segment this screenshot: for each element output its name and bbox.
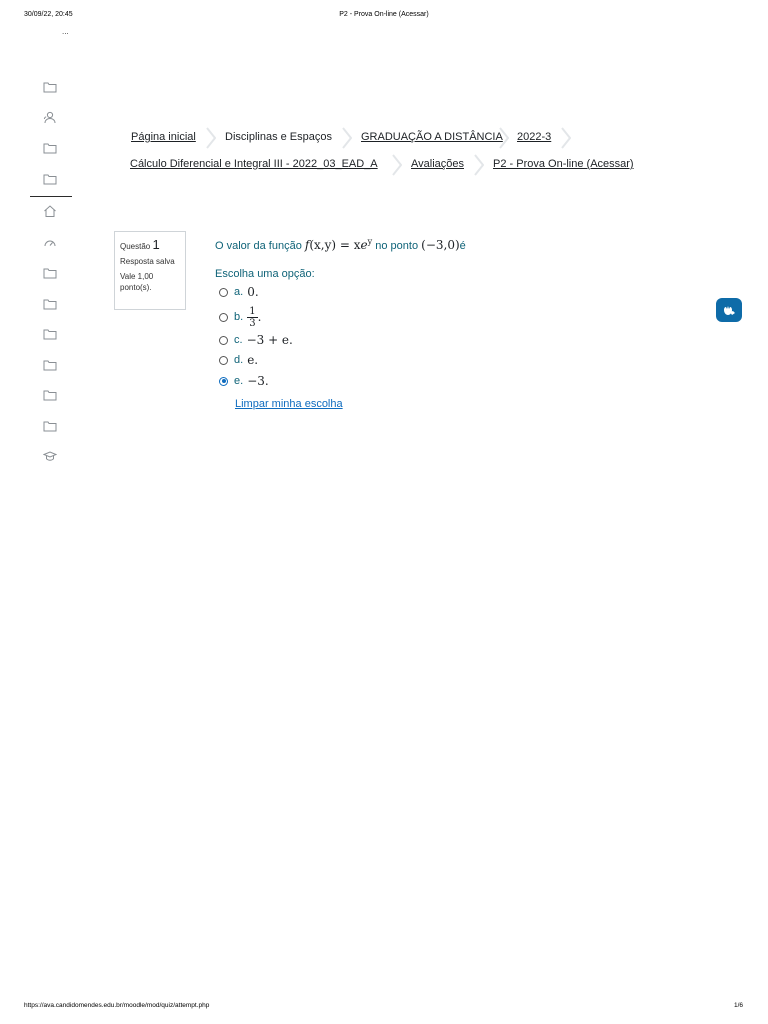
user-group-icon — [43, 110, 57, 124]
option-letter: b. — [234, 311, 244, 323]
folder-icon — [43, 80, 57, 94]
print-datetime: 30/09/22, 20:45 — [24, 11, 73, 18]
chevron-right-icon — [206, 127, 216, 149]
chevron-right-icon — [561, 127, 571, 149]
sidebar-item-folder-7[interactable] — [43, 358, 59, 374]
folder-icon — [43, 297, 57, 311]
question-state: Resposta salva — [120, 257, 175, 266]
radio-c[interactable] — [219, 336, 228, 345]
sidebar-item-folder-8[interactable] — [43, 388, 59, 404]
question-formula — [305, 238, 372, 252]
sidebar-item-folder-6[interactable] — [43, 327, 59, 343]
sidebar-item-folder-9[interactable] — [43, 419, 59, 435]
question-text-middle: no ponto — [375, 240, 419, 252]
breadcrumb-disciplinas[interactable]: Disciplinas e Espaços — [225, 131, 332, 143]
folder-icon — [43, 172, 57, 186]
breadcrumb-avaliacoes[interactable]: Avaliações — [411, 158, 464, 170]
chevron-right-icon — [474, 154, 484, 176]
folder-icon — [43, 419, 57, 433]
option-fraction — [247, 306, 257, 329]
folder-icon — [43, 141, 57, 155]
home-icon — [43, 204, 57, 218]
option-letter: d. — [234, 354, 244, 366]
formula-f: f — [304, 238, 310, 252]
graduation-cap-icon — [43, 449, 57, 463]
folder-icon — [43, 266, 57, 280]
print-url: https://ava.candidomendes.edu.br/moodle/mod/quiz/attempt.php — [24, 1002, 210, 1009]
question-point: (−3,0) — [421, 238, 460, 252]
answer-option-c[interactable] — [219, 332, 293, 348]
sidebar-item-courses[interactable] — [43, 449, 59, 465]
dashboard-icon — [43, 236, 57, 250]
sidebar-item-folder-1[interactable] — [43, 80, 59, 96]
accessibility-button[interactable] — [716, 298, 742, 322]
sidebar-item-folder-5[interactable] — [43, 297, 59, 313]
answer-option-e[interactable] — [219, 373, 269, 389]
fraction-numerator: 1 — [249, 305, 256, 317]
answer-option-b[interactable] — [219, 306, 261, 328]
folder-icon — [43, 388, 57, 402]
chevron-right-icon — [342, 127, 352, 149]
sidebar-item-home[interactable] — [43, 204, 59, 220]
question-text-after: é — [459, 240, 466, 252]
answer-prompt: Escolha uma opção: — [215, 268, 315, 280]
question-info — [114, 231, 186, 310]
formula-e: e — [360, 238, 368, 252]
sidebar-item-folder-4[interactable] — [43, 266, 59, 282]
option-value: −3. — [247, 374, 269, 388]
option-letter: e. — [234, 375, 244, 387]
option-value: e. — [247, 353, 259, 367]
sidebar-divider — [30, 196, 72, 197]
question-text — [215, 237, 466, 252]
formula-args: (x,y) — [309, 238, 337, 252]
question-number-value: 1 — [152, 237, 160, 252]
print-page-number: 1/6 — [734, 1002, 744, 1009]
radio-d[interactable] — [219, 356, 228, 365]
formula-eq: = x — [336, 238, 361, 252]
question-mark: Vale 1,00 ponto(s). — [120, 272, 154, 292]
answer-option-a[interactable] — [219, 284, 259, 300]
breadcrumb-semester[interactable]: 2022-3 — [517, 131, 552, 143]
breadcrumb-course[interactable]: Cálculo Diferencial e Integral III - 2022_03_EAD_A — [130, 158, 378, 170]
radio-b[interactable] — [219, 313, 228, 322]
option-value: −3 + e. — [246, 333, 293, 347]
folder-icon — [43, 358, 57, 372]
option-value: 0. — [247, 285, 259, 299]
chevron-right-icon — [499, 127, 509, 149]
clear-choice-link[interactable]: Limpar minha escolha — [235, 398, 343, 410]
option-letter: c. — [234, 334, 243, 346]
option-letter: a. — [234, 286, 244, 298]
radio-a[interactable] — [219, 288, 228, 297]
breadcrumb-quiz[interactable]: P2 - Prova On-line (Acessar) — [493, 158, 634, 170]
sidebar-item-dashboard[interactable] — [43, 236, 59, 252]
sidebar-item-folder-2[interactable] — [43, 141, 59, 157]
sidebar-item-participants[interactable] — [43, 110, 59, 126]
breadcrumb-home[interactable]: Página inicial — [131, 131, 196, 143]
answer-option-d[interactable] — [219, 352, 258, 368]
question-number — [120, 237, 180, 252]
formula-sup: y — [367, 237, 373, 246]
folder-icon — [43, 327, 57, 341]
print-title: P2 - Prova On-line (Acessar) — [339, 11, 429, 18]
question-text-before: O valor da função — [215, 240, 302, 252]
more-ellipsis[interactable]: ... — [62, 27, 69, 36]
option-suffix: . — [257, 310, 262, 324]
question-label: Questão — [120, 242, 151, 251]
radio-e-selected[interactable] — [219, 377, 228, 386]
breadcrumb-graduacao[interactable]: GRADUAÇÃO A DISTÂNCIA — [361, 131, 503, 143]
chevron-right-icon — [392, 154, 402, 176]
sidebar-item-folder-3[interactable] — [43, 172, 59, 188]
fraction-denominator: 3 — [249, 317, 256, 329]
sign-language-icon — [721, 302, 737, 318]
